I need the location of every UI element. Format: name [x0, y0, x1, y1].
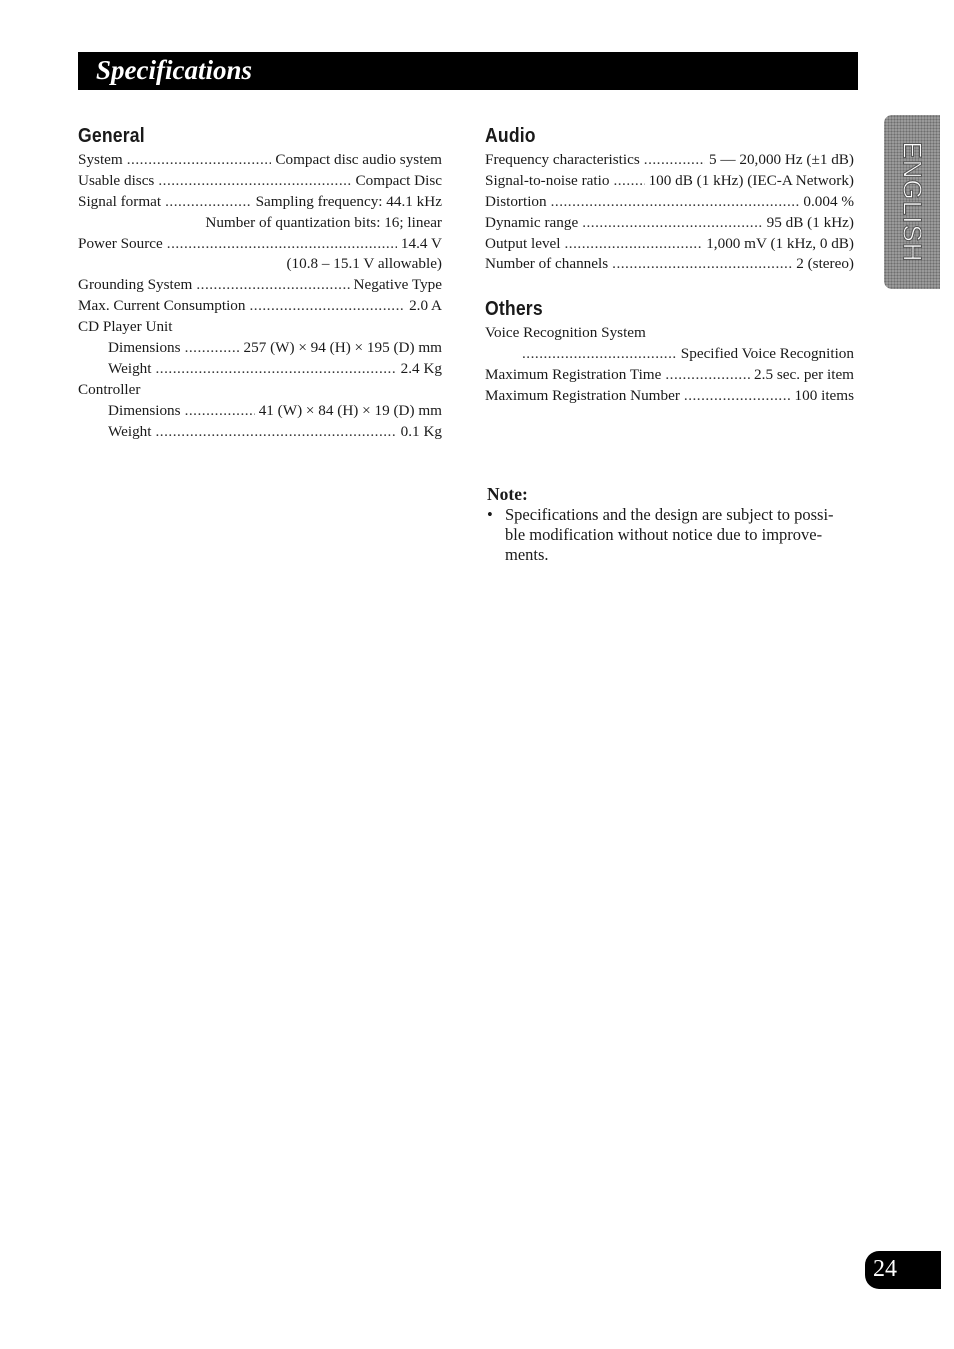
spec-label: Distortion	[485, 192, 547, 210]
spec-continuation	[78, 254, 442, 275]
spec-value: Negative Type	[353, 276, 442, 294]
note-section	[487, 483, 862, 565]
leader-dots	[158, 171, 351, 192]
spec-value: 14.4 V	[400, 234, 442, 252]
subheading-controller: Controller	[78, 380, 141, 398]
spec-row	[485, 365, 854, 386]
spec-label: Signal format	[78, 192, 162, 210]
spec-label: Weight	[108, 422, 152, 440]
note-line: Specifications and the design are subject to possi-	[505, 505, 834, 524]
spec-value: 2.4 Kg	[400, 359, 442, 377]
leader-dots	[644, 150, 705, 171]
leader-dots	[565, 234, 703, 255]
spec-row	[78, 296, 442, 317]
spec-label: Number of channels	[485, 255, 609, 273]
spec-label: Frequency characteristics	[485, 151, 640, 168]
leader-dots	[612, 254, 792, 275]
spec-label: Max. Current Consumption	[78, 297, 246, 315]
spec-label: Output level	[485, 234, 561, 252]
note-line: ments.	[505, 545, 549, 564]
spec-row	[78, 234, 442, 255]
section-heading-audio: Audio	[485, 125, 536, 147]
spec-label: Dimensions	[108, 401, 181, 419]
spec-value: 41 (W) × 84 (H) × 19 (D) mm	[258, 401, 442, 419]
spec-value: 95 dB (1 kHz)	[766, 213, 854, 231]
spec-row	[485, 171, 854, 192]
spec-value: 5 — 20,000 Hz (±1 dB)	[708, 151, 854, 168]
leader-dots	[165, 192, 251, 213]
leader-dots	[665, 365, 750, 386]
spec-value: (10.8 – 15.1 V allowable)	[286, 255, 442, 273]
spec-value: 257 (W) × 94 (H) × 195 (D) mm	[243, 339, 442, 357]
spec-row	[485, 192, 854, 213]
spec-row	[485, 234, 854, 255]
leader-dots	[167, 234, 397, 255]
spec-label: Maximum Registration Number	[485, 386, 680, 404]
spec-row	[78, 422, 442, 443]
spec-row	[78, 401, 442, 422]
leader-dots	[156, 359, 397, 380]
spec-value: 2.5 sec. per item	[754, 365, 854, 383]
spec-value: Sampling frequency: 44.1 kHz	[255, 192, 442, 210]
spec-row	[78, 171, 442, 192]
spec-label: System	[78, 151, 123, 168]
spec-row	[485, 150, 854, 171]
subheading-cd-player-unit: CD Player Unit	[78, 318, 173, 336]
general-section	[78, 118, 442, 442]
spec-subheading	[485, 323, 854, 344]
spec-value: 1,000 mV (1 kHz, 0 dB)	[706, 234, 854, 252]
spec-value: 100 dB (1 kHz) (IEC-A Network)	[648, 171, 854, 189]
subheading-voice-recognition: Voice Recognition System	[485, 324, 646, 341]
language-tab-label: ENGLISH	[897, 141, 928, 263]
leader-dots	[156, 422, 397, 443]
page-title: Specifications	[96, 55, 252, 85]
spec-label: Dimensions	[108, 339, 181, 357]
spec-subheading	[78, 380, 442, 401]
others-section	[485, 291, 854, 407]
leader-dots	[127, 150, 272, 171]
spec-row	[485, 344, 854, 365]
page-title-bar	[78, 52, 858, 90]
spec-row	[485, 254, 854, 275]
leader-dots	[249, 296, 405, 317]
leader-dots	[551, 192, 800, 213]
spec-value: Compact Disc	[355, 171, 442, 189]
spec-subheading	[78, 317, 442, 338]
leader-dots	[613, 171, 644, 192]
leader-dots	[684, 386, 791, 407]
spec-row	[78, 150, 442, 171]
section-heading-general: General	[78, 125, 145, 147]
spec-value: 2.0 A	[409, 297, 442, 315]
spec-label: Grounding System	[78, 276, 193, 294]
spec-continuation	[78, 213, 442, 234]
spec-row	[485, 213, 854, 234]
spec-label: Weight	[108, 359, 152, 377]
spec-label: Usable discs	[78, 171, 155, 189]
spec-row	[78, 359, 442, 380]
spec-row	[485, 386, 854, 407]
section-heading-others: Others	[485, 298, 543, 320]
spec-value: 100 items	[794, 386, 854, 404]
audio-section	[485, 118, 854, 275]
note-item	[487, 505, 862, 565]
leader-dots	[522, 344, 677, 365]
note-line: ble modification without notice due to improve-	[505, 525, 823, 544]
note-text	[505, 505, 862, 565]
spec-value: Compact disc audio system	[275, 151, 442, 168]
spec-label: Dynamic range	[485, 213, 579, 231]
page-number: 24	[873, 1256, 897, 1282]
spec-value: Number of quantization bits: 16; linear	[205, 213, 442, 231]
leader-dots	[196, 275, 349, 296]
spec-label: Signal-to-noise ratio	[485, 171, 610, 189]
note-title: Note:	[487, 484, 528, 504]
leader-dots	[582, 213, 762, 234]
bullet: •	[487, 505, 493, 524]
spec-row	[78, 275, 442, 296]
spec-value: 0.1 Kg	[400, 422, 442, 440]
spec-value: 2 (stereo)	[796, 255, 854, 273]
page-number-tab	[865, 1251, 941, 1289]
spec-row	[78, 192, 442, 213]
leader-dots	[185, 401, 255, 422]
spec-value: 0.004 %	[803, 192, 854, 210]
language-tab	[884, 115, 940, 289]
spec-row	[78, 338, 442, 359]
spec-value: Specified Voice Recognition	[680, 344, 854, 362]
spec-label: Power Source	[78, 234, 163, 252]
spec-label: Maximum Registration Time	[485, 365, 662, 383]
leader-dots	[185, 338, 240, 359]
